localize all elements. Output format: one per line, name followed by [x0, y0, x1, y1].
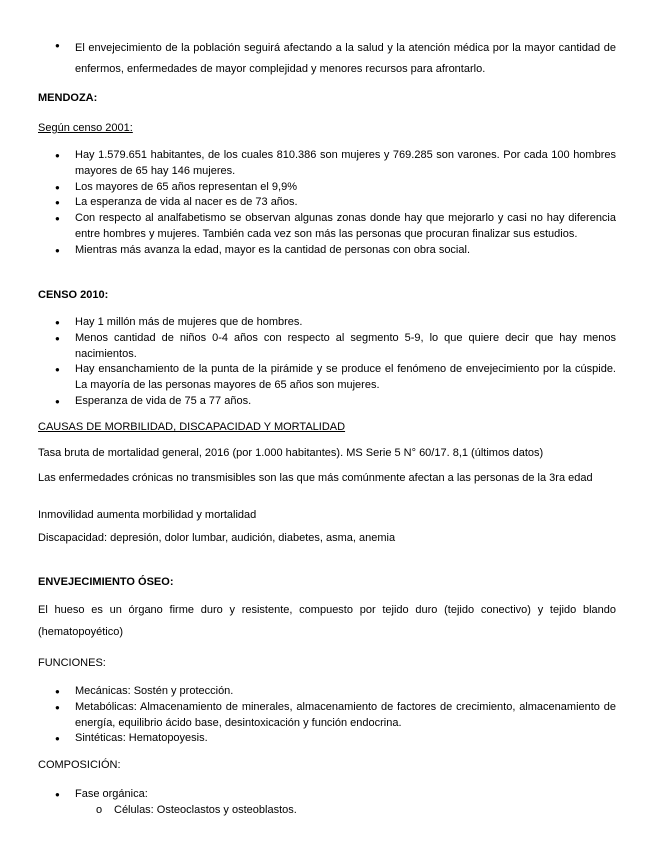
list-item: ● Hay ensanchamiento de la punta de la pirámide y se produce el fenómeno de envejecimiento por la cúspide. La mayoría de las personas mayores de 65 años son mujeres. — [38, 362, 616, 394]
list-item: ● Con respecto al analfabetismo se observan algunas zonas donde hay que mejorarlo y casi no hay diferencia entre hombres y mujeres. También cada vez son más las personas que procuran finalizar sus estudios. — [38, 211, 616, 243]
list-item: ● Mecánicas: Sostén y protección. — [38, 684, 616, 700]
sub-list-item: o Células: Osteoclastos y osteoblastos. — [38, 803, 616, 819]
list-item: ● Los mayores de 65 años representan el 9,9% — [38, 180, 616, 196]
list-item: ● La esperanza de vida al nacer es de 73 años. — [38, 195, 616, 211]
list-item: ● Metabólicas: Almacenamiento de minerales, almacenamiento de factores de crecimiento, almacenamiento de energía, equilibrio ácido base, desintoxicación y función endocrina. — [38, 700, 616, 732]
list-item: ● Sintéticas: Hematopoyesis. — [38, 731, 616, 747]
list-item: ● Fase orgánica: — [38, 787, 616, 803]
subheading-censo-2001: Según censo 2001: — [38, 122, 133, 134]
list-item: ● Hay 1.579.651 habitantes, de los cuales 810.386 son mujeres y 769.285 son varones. Por cada 100 hombres mayores de 65 hay 146 mujeres. — [38, 148, 616, 180]
mortality-rate-text: Tasa bruta de mortalidad general, 2016 (por 1.000 habitantes). MS Serie 5 N° 60/17. 8,1 (últimos datos) — [38, 447, 544, 459]
section-heading-censo-2010: CENSO 2010: — [38, 289, 109, 301]
causas-heading: CAUSAS DE MORBILIDAD, DISCAPACIDAD Y MORTALIDAD — [38, 421, 346, 433]
list-item: ● Hay 1 millón más de mujeres que de hombres. — [38, 315, 616, 331]
list-item: ● Esperanza de vida de 75 a 77 años. — [38, 394, 616, 410]
censo-2010-bullet-list — [38, 315, 616, 410]
immobility-text: Inmovilidad aumenta morbilidad y mortalidad — [38, 509, 257, 521]
bone-description-text: El hueso es un órgano firme duro y resistente, compuesto por tejido duro (tejido conectivo) y tejido blando (hematopoyético) — [38, 604, 616, 638]
funciones-bullet-list — [38, 684, 616, 747]
list-item: ● Menos cantidad de niños 0-4 años con respecto al segmento 5-9, lo que quiere decir que hay menos nacimientos. — [38, 331, 616, 363]
section-heading-envejecimiento-oseo: ENVEJECIMIENTO ÓSEO: — [38, 576, 174, 588]
list-item: ● Mientras más avanza la edad, mayor es la cantidad de personas con obra social. — [38, 243, 616, 259]
disability-text: Discapacidad: depresión, dolor lumbar, audición, diabetes, asma, anemia — [38, 532, 396, 544]
intro-bullet-list — [38, 38, 616, 80]
funciones-label: FUNCIONES: — [38, 657, 106, 669]
section-heading-mendoza: MENDOZA: — [38, 92, 98, 104]
composicion-label: COMPOSICIÓN: — [38, 759, 121, 771]
composicion-bullet-list — [38, 787, 616, 819]
chronic-diseases-text: Las enfermedades crónicas no transmisibles son las que más comúnmente afectan a las personas de la 3ra edad — [38, 472, 593, 484]
list-item: ● El envejecimiento de la población seguirá afectando a la salud y la atención médica por la mayor cantidad de enfermos, enfermedades de mayor complejidad y menores recursos para afrontarlo. — [38, 38, 616, 80]
mendoza-bullet-list — [38, 148, 616, 259]
